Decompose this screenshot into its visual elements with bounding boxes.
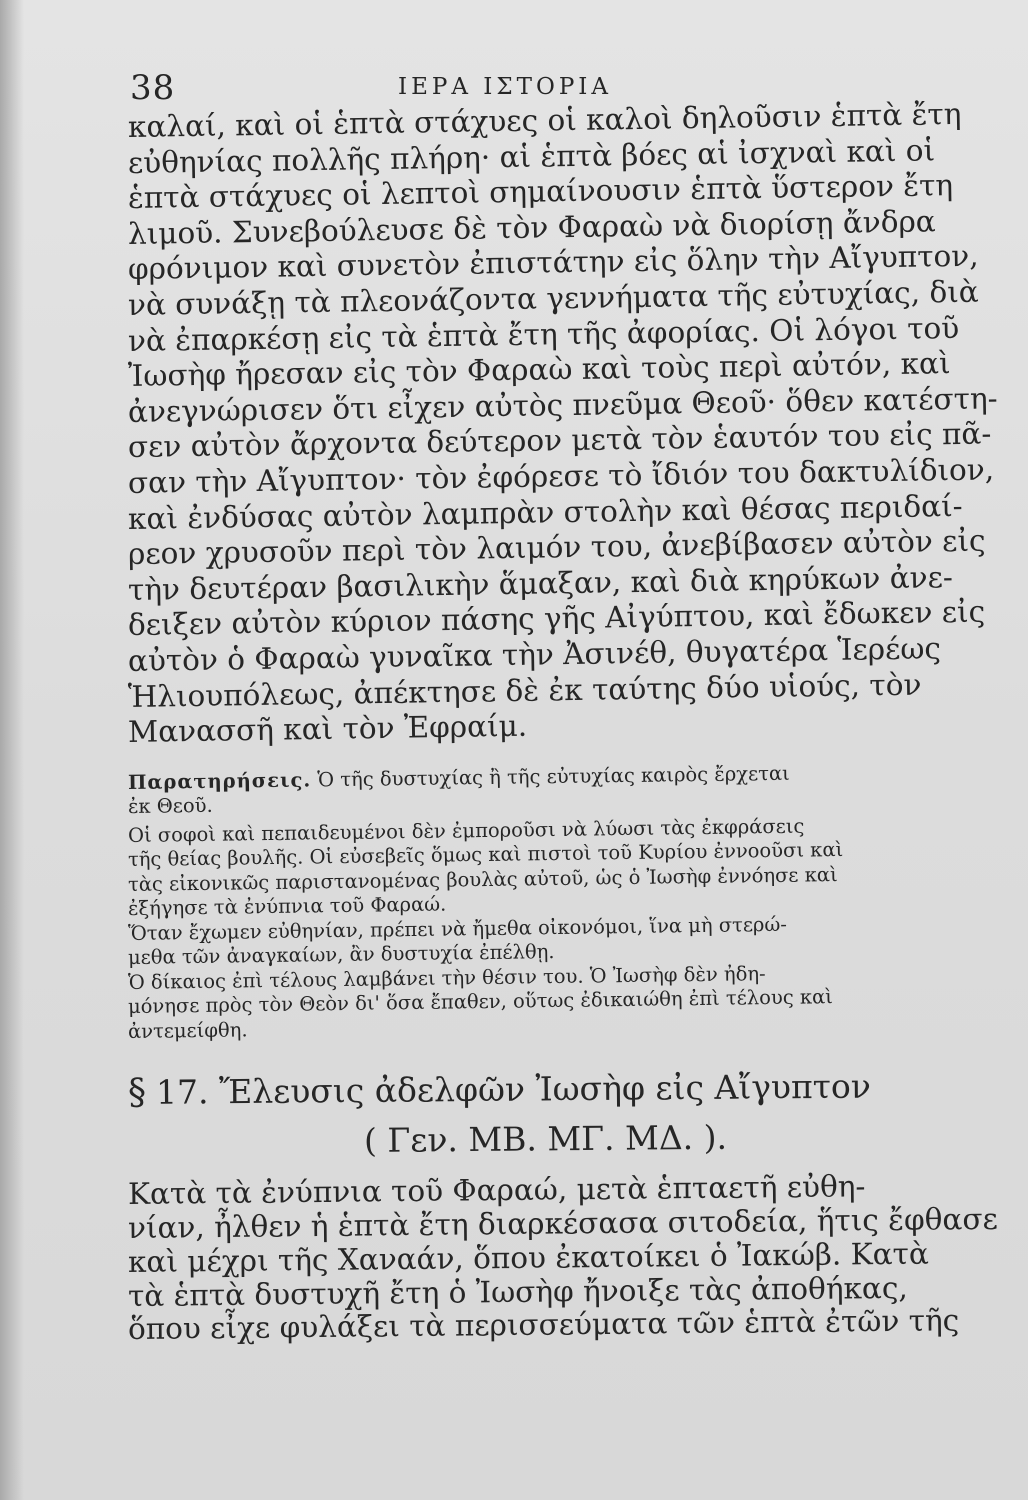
observation-line: Ὅταν ἔχωμεν εὐθηνίαν, πρέπει νὰ ἤμεθα οἰκονόμοι, ἵνα μὴ στερώ- bbox=[127, 912, 788, 945]
text-line: Ἡλιουπόλεως, ἀπέκτησε δὲ ἐκ ταύτης δύο υἱούς, τὸν bbox=[127, 667, 922, 714]
observation-line: τῆς θείας βουλῆς. Οἱ εὐσεβεῖς ὅμως καὶ πιστοὶ τοῦ Κυρίου ἐννοοῦσι καὶ bbox=[127, 838, 844, 872]
text-line: τὴν δευτέραν βασιλικὴν ἅμαξαν, καὶ διὰ κηρύκων ἀνε- bbox=[127, 559, 954, 607]
text-line: καὶ ἐνδύσας αὐτὸν λαμπρὰν στολὴν καὶ θέσας περιδαί- bbox=[127, 488, 963, 536]
observation-line: ἐκ Θεοῦ. bbox=[127, 794, 213, 819]
page-number: 38 bbox=[130, 68, 176, 108]
text-line: τὰ ἑπτὰ δυστυχῆ ἔτη ὁ Ἰωσὴφ ἤνοιξε τὰς ἀποθήκας, bbox=[127, 1270, 908, 1313]
text-line: λιμοῦ. Συνεβούλευσε δὲ τὸν Φαραὼ νὰ διορίσῃ ἄνδρα bbox=[127, 204, 936, 251]
text-line: Κατὰ τὰ ἐνύπνια τοῦ Φαραώ, μετὰ ἑπταετῆ εὐθη- bbox=[127, 1169, 866, 1212]
text-line: νὰ ἐπαρκέσῃ εἰς τὰ ἑπτὰ ἔτη τῆς ἀφορίας. Οἱ λόγοι τοῦ bbox=[127, 310, 960, 358]
text-line: ἑπτὰ στάχυες οἱ λεπτοὶ σημαίνουσιν ἑπτὰ ὕστερον ἔτη bbox=[127, 168, 954, 216]
text-line: αὐτὸν ὁ Φαραὼ γυναῖκα τὴν Ἀσινέθ, θυγατέρα Ἱερέως bbox=[127, 631, 942, 678]
text-line: Ἰωσὴφ ἤρεσαν εἰς τὸν Φαραὼ καὶ τοὺς περὶ αὐτόν, καὶ bbox=[127, 346, 951, 394]
text-line: ρεον χρυσοῦν περὶ τὸν λαιμόν του, ἀνεβίβασεν αὐτὸν εἰς bbox=[127, 523, 986, 572]
observations-heading: Παρατηρήσεις. bbox=[127, 768, 312, 794]
section-title-line bbox=[128, 1061, 938, 1118]
text-line: δειξεν αὐτὸν κύριον πάσης γῆς Αἰγύπτου, καὶ ἔδωκεν εἰς bbox=[127, 594, 986, 643]
text-line: Μανασσῆ καὶ τὸν Ἐφραίμ. bbox=[127, 708, 528, 750]
section-paragraph bbox=[127, 1169, 998, 1347]
section-heading bbox=[128, 1068, 938, 1168]
main-paragraph bbox=[127, 96, 998, 751]
text-line: καὶ μέχρι τῆς Χαναάν, ὅπου ἐκατοίκει ὁ Ἰακώβ. Κατὰ bbox=[127, 1236, 929, 1279]
text-line: φρόνιμον καὶ συνετὸν ἐπιστάτην εἰς ὅλην τὴν Αἴγυπτον, bbox=[127, 239, 979, 287]
text-line: ὅπου εἶχε φυλάξει τὰ περισσεύματα τῶν ἑπτὰ ἐτῶν τῆς bbox=[127, 1303, 960, 1347]
observation-line: τὰς εἰκονικῶς παριστανομένας βουλὰς αὐτοῦ, ὡς ὁ Ἰωσὴφ ἐννόησε καὶ bbox=[127, 862, 838, 896]
text-line: εὐθηνίας πολλῆς πλήρη· αἱ ἑπτὰ βόες αἱ ἰσχναὶ καὶ οἱ bbox=[127, 132, 936, 180]
running-title: ΙΕΡΑ ΙΣΤΟΡΙΑ bbox=[398, 74, 612, 100]
observation-text: Ὁ τῆς δυστυχίας ἢ τῆς εὐτυχίας καιρὸς ἔρχεται bbox=[310, 761, 790, 792]
section-title: 17. Ἔλευσις ἀδελφῶν Ἰωσὴφ εἰς Αἴγυπτον bbox=[155, 1066, 872, 1112]
text-line: σαν τὴν Αἴγυπτον· τὸν ἐφόρεσε τὸ ἴδιόν του δακτυλίδιον, bbox=[127, 452, 995, 500]
observation-line: μεθα τῶν ἀναγκαίων, ἂν δυστυχία ἐπέλθῃ. bbox=[127, 940, 555, 970]
observation-line: Ὁ δίκαιος ἐπὶ τέλους λαμβάνει τὴν θέσιν του. Ὁ Ἰωσὴφ δὲν ἠδη- bbox=[127, 961, 766, 994]
section-mark: § bbox=[127, 1072, 147, 1114]
observations-block bbox=[127, 761, 938, 1045]
section-reference: ( Γεν. ΜΒ. ΜΓ. ΜΔ. ). bbox=[363, 1117, 728, 1161]
text-line: νίαν, ἦλθεν ἡ ἑπτὰ ἔτη διαρκέσασα σιτοδεία, ἥτις ἔφθασε bbox=[127, 1201, 998, 1245]
observation-line: ἐξήγησε τὰ ἐνύπνια τοῦ Φαραώ. bbox=[127, 892, 447, 921]
text-line: νὰ συνάξῃ τὰ πλεονάζοντα γεννήματα τῆς εὐτυχίας, διὰ bbox=[127, 274, 979, 322]
observation-line: ἀντεμείφθη. bbox=[127, 1018, 248, 1043]
text-line: σεν αὐτὸν ἄρχοντα δεύτερον μετὰ τὸν ἑαυτόν του εἰς πᾶ- bbox=[127, 416, 992, 465]
text-line: ἀνεγνώρισεν ὅτι εἶχεν αὐτὸς πνεῦμα Θεοῦ· ὅθεν κατέστη- bbox=[127, 381, 998, 429]
observation-line: μόνησε πρὸς τὸν Θεὸν δι' ὅσα ἔπαθεν, οὕτως ἐδικαιώθη ἐπὶ τέλους καὶ bbox=[127, 985, 834, 1019]
observation-line: Οἱ σοφοὶ καὶ πεπαιδευμένοι δὲν ἐμποροῦσι νὰ λύωσι τὰς ἐκφράσεις bbox=[127, 814, 805, 847]
text-line: καλαί, καὶ οἱ ἑπτὰ στάχυες οἱ καλοὶ δηλοῦσιν ἑπτὰ ἔτη bbox=[127, 96, 962, 144]
